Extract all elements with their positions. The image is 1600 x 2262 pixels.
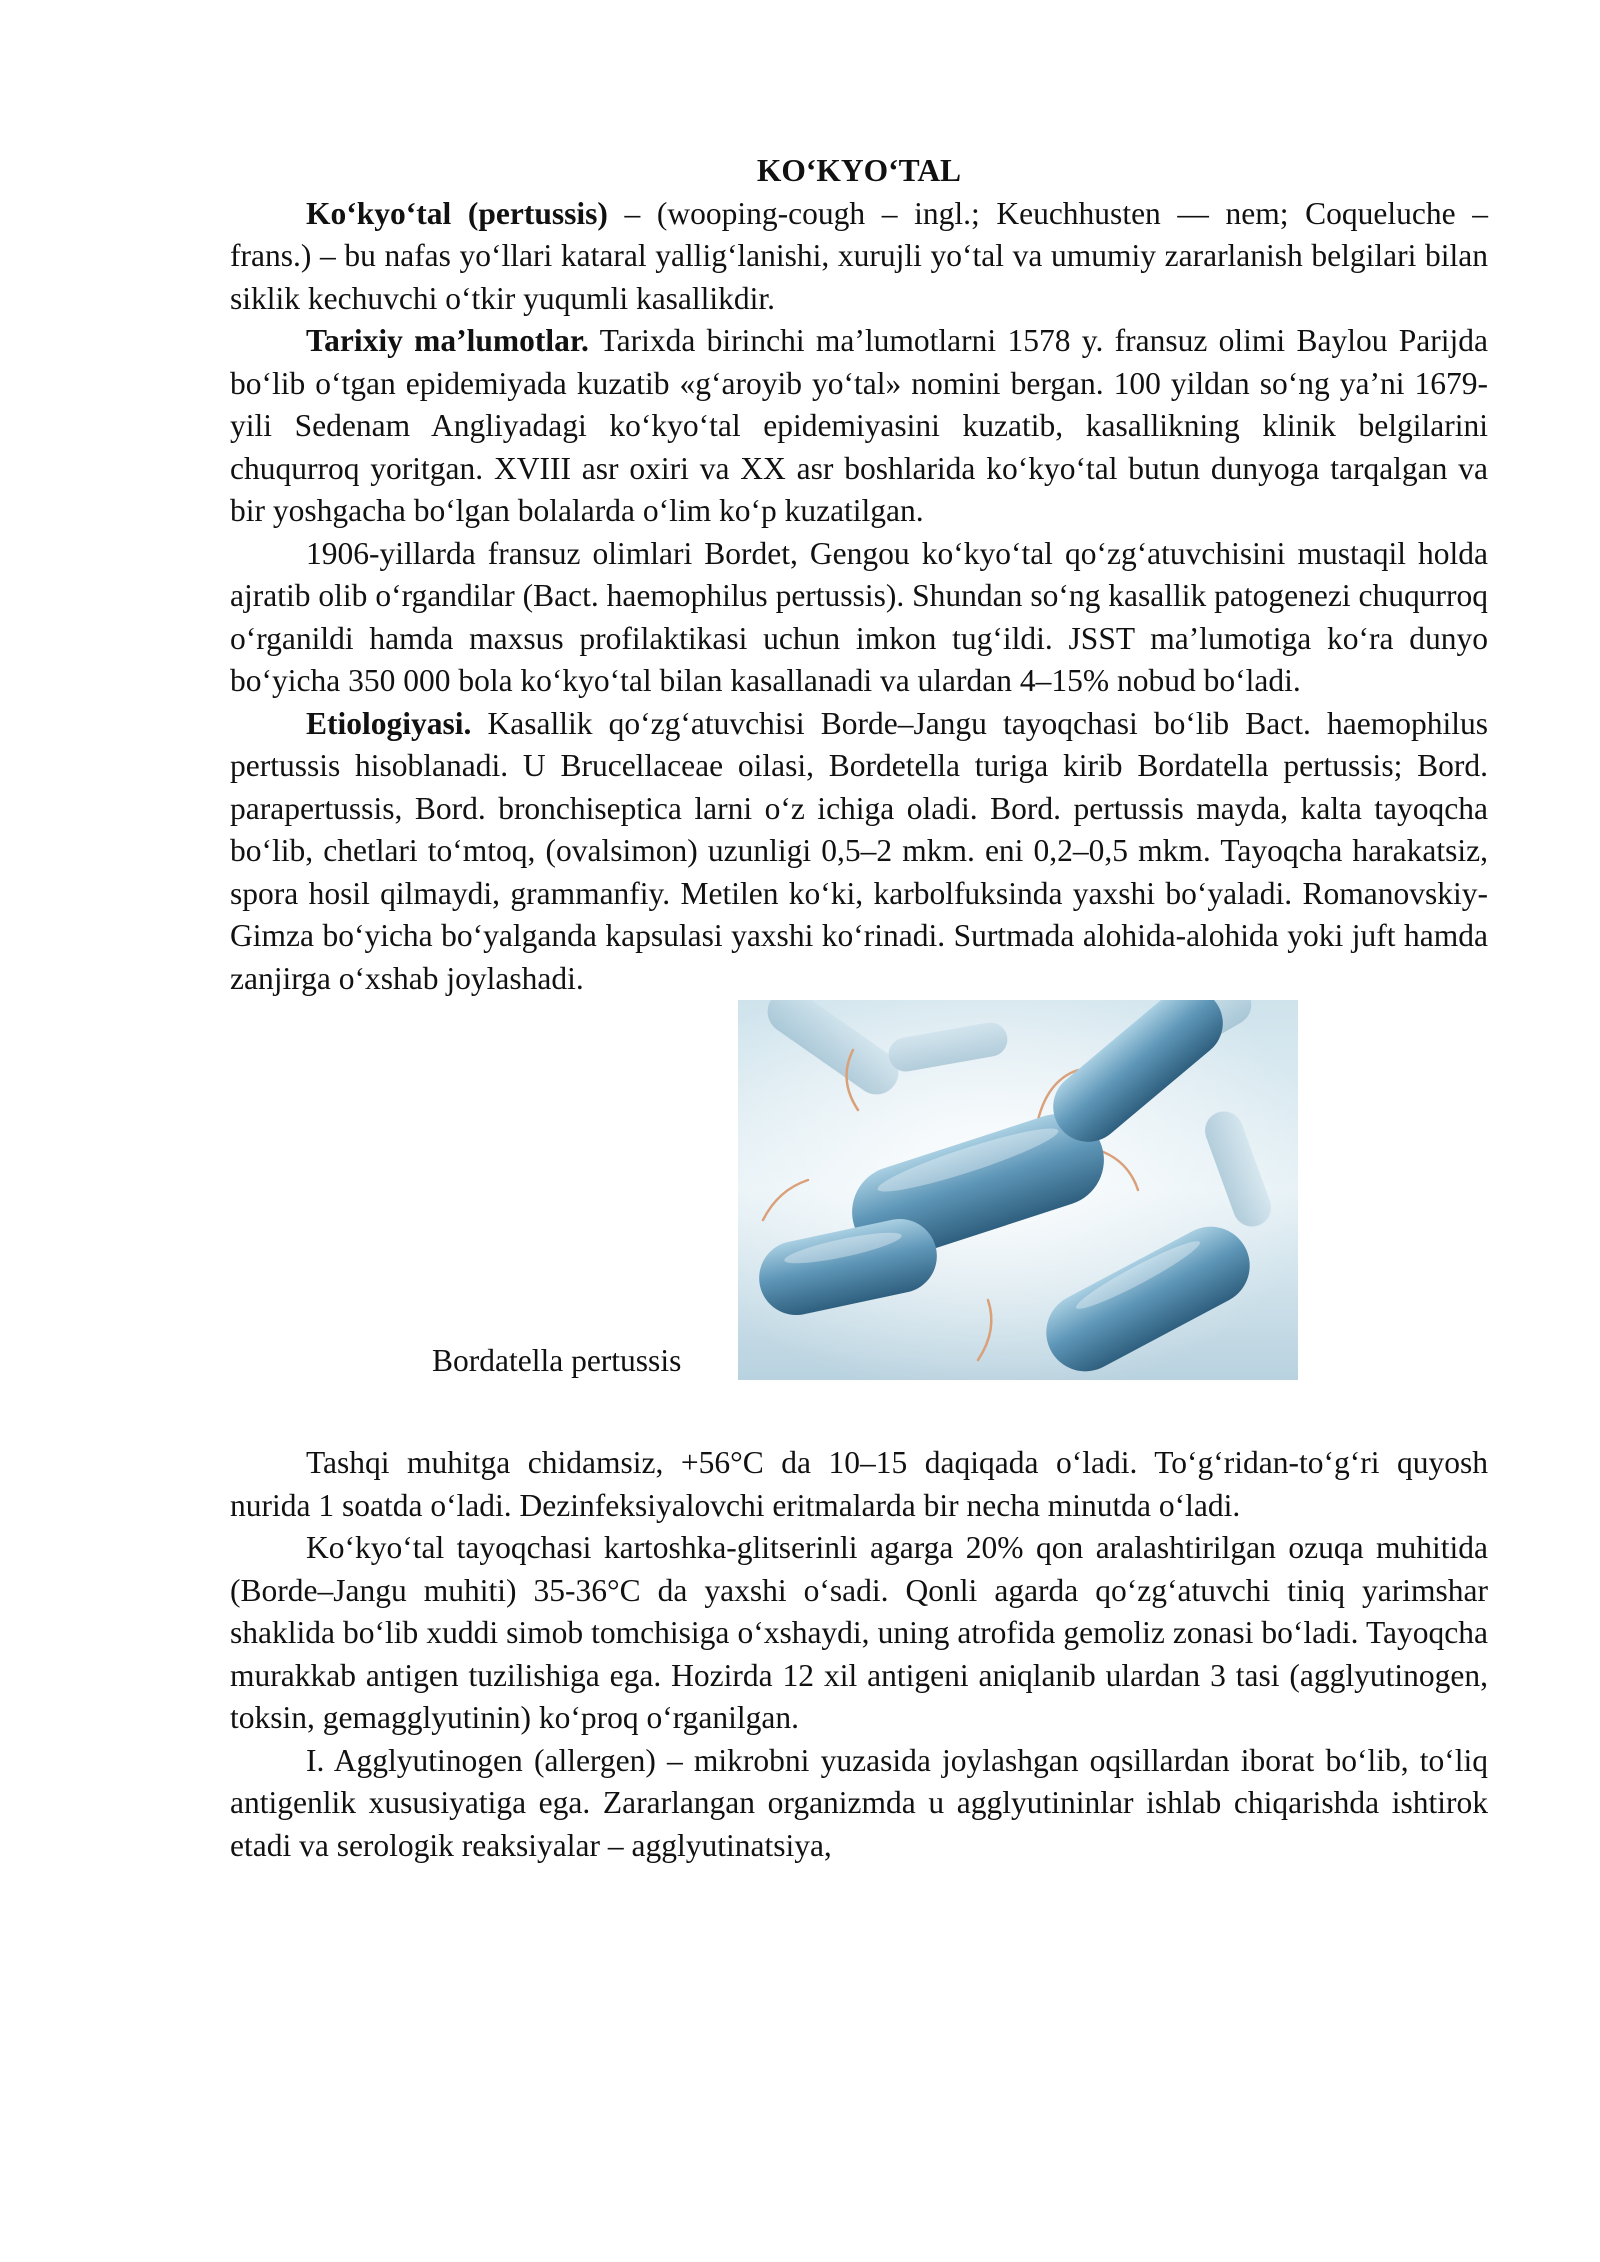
paragraph-text: 1906-yillarda fransuz olimlari Bordet, Gengou ko‘kyo‘tal qo‘zg‘atuvchisini mustaqil holda ajratib olib o‘rgandilar (Bact. haemophilus pertussis). Shundan so‘ng kasallik patogenezi chuqurroq o‘rganildi hamda maxsus profilaktikasi uchun imkon tug‘ildi. JSST ma’lumotiga ko‘ra dunyo bo‘yicha 350 000 bola ko‘kyo‘tal bilan kasallanadi va ulardan 4–15% nobud bo‘ladi. (230, 535, 1488, 698)
document-title: KO‘KYO‘TAL (756, 153, 962, 188)
paragraph-text: Kasallik qo‘zg‘atuvchisi Borde–Jangu tayoqchasi bo‘lib Bact. haemophilus pertussis hisoblanadi. U Brucellaceae oilasi, Bordetella turiga kirib Bordatella pertussis; Bord. parapertussis, Bord. bronchiseptica larni o‘z ichiga oladi. Bord. pertussis mayda, kalta tayoqcha bo‘lib, chetlari to‘mtoq, (ovalsimon) uzunligi 0,5–2 mkm. eni 0,2–0,5 mkm. Tayoqcha harakatsiz, spora hosil qilmaydi, grammanfiy. Metilen ko‘ki, karbolfuksinda yaxshi bo‘yaladi. Romanovskiy-Gimza bo‘yicha bo‘yalganda kapsulasi yaxshi ko‘rinadi. Surtmada alohida-alohida yoki juft hamda zanjirga o‘xshab joylashadi. (230, 705, 1488, 996)
paragraph-lead: Etiologiyasi. (306, 705, 472, 741)
paragraph-resistance (230, 1442, 1488, 1527)
paragraph-discovery (230, 533, 1488, 703)
paragraph-text: I. Agglyutinogen (allergen) – mikrobni yuzasida joylashgan oqsillardan iborat bo‘lib, to‘liq antigenlik xususiyatiga ega. Zararlangan organizmda u agglyutininlar ishlab chiqarishda ishtirok etadi va serologik reaksiyalar – agglyutinatsiya, (230, 1742, 1488, 1863)
paragraph-definition (230, 193, 1488, 321)
paragraph-text: – (wooping-cough – ingl.; Keuchhusten — nem; Coqueluche – frans.) – bu nafas yo‘llari kataral yallig‘lanishi, xurujli yo‘tal va umumiy zararlanish belgilari bilan siklik kechuvchi o‘tkir yuqumli kasallikdir. (230, 195, 1488, 316)
paragraph-history (230, 320, 1488, 533)
figure-caption: Bordatella pertussis (432, 1343, 682, 1378)
paragraph-etiology (230, 703, 1488, 1001)
document-page (230, 150, 1488, 1867)
paragraph-text: Tashqi muhitga chidamsiz, +56°C da 10–15 daqiqada o‘ladi. To‘g‘ridan-to‘g‘ri quyosh nurida 1 soatda o‘ladi. Dezinfeksiyalovchi eritmalarda bir necha minutda o‘ladi. (230, 1445, 1488, 1523)
paragraph-lead: Tarixiy ma’lumotlar. (306, 323, 589, 358)
paragraph-agglutinogen (230, 1740, 1488, 1868)
bacteria-figure (230, 1000, 1488, 1392)
paragraph-text: Ko‘kyo‘tal tayoqchasi kartoshka-glitserinli agarga 20% qon aralashtirilgan ozuqa muhitida (Borde–Jangu muhiti) 35-36°C da yaxshi o‘sadi. Qonli agarda qo‘zg‘atuvchi tiniq yarimshar shaklida bo‘lib xuddi simob tomchisiga o‘xshaydi, uning atrofida gemoliz zonasi bo‘ladi. Tayoqcha murakkab antigen tuzilishiga ega. Hozirda 12 xil antigeni aniqlanib ulardan 3 tasi (agglyutinogen, toksin, gemagglyutinin) ko‘proq o‘rganilgan. (230, 1530, 1488, 1735)
bacteria-illustration (738, 1000, 1298, 1380)
paragraph-text: Tarixda birinchi ma’lumotlarni 1578 y. fransuz olimi Baylou Parijda bo‘lib o‘tgan epidemiyada kuzatib «g‘aroyib yo‘tal» nomini bergan. 100 yildan so‘ng ya’ni 1679-yili Sedenam Angliyadagi ko‘kyo‘tal epidemiyasini kuzatib, kasallikning klinik belgilarini chuqurroq yoritgan. XVIII asr oxiri va XX asr boshlarida ko‘kyo‘tal butun dunyoga tarqalgan va bir yoshgacha bo‘lgan bolalarda o‘lim ko‘p kuzatilgan. (230, 323, 1488, 528)
paragraph-culture (230, 1527, 1488, 1740)
paragraph-lead: Ko‘kyo‘tal (pertussis) (306, 195, 608, 231)
